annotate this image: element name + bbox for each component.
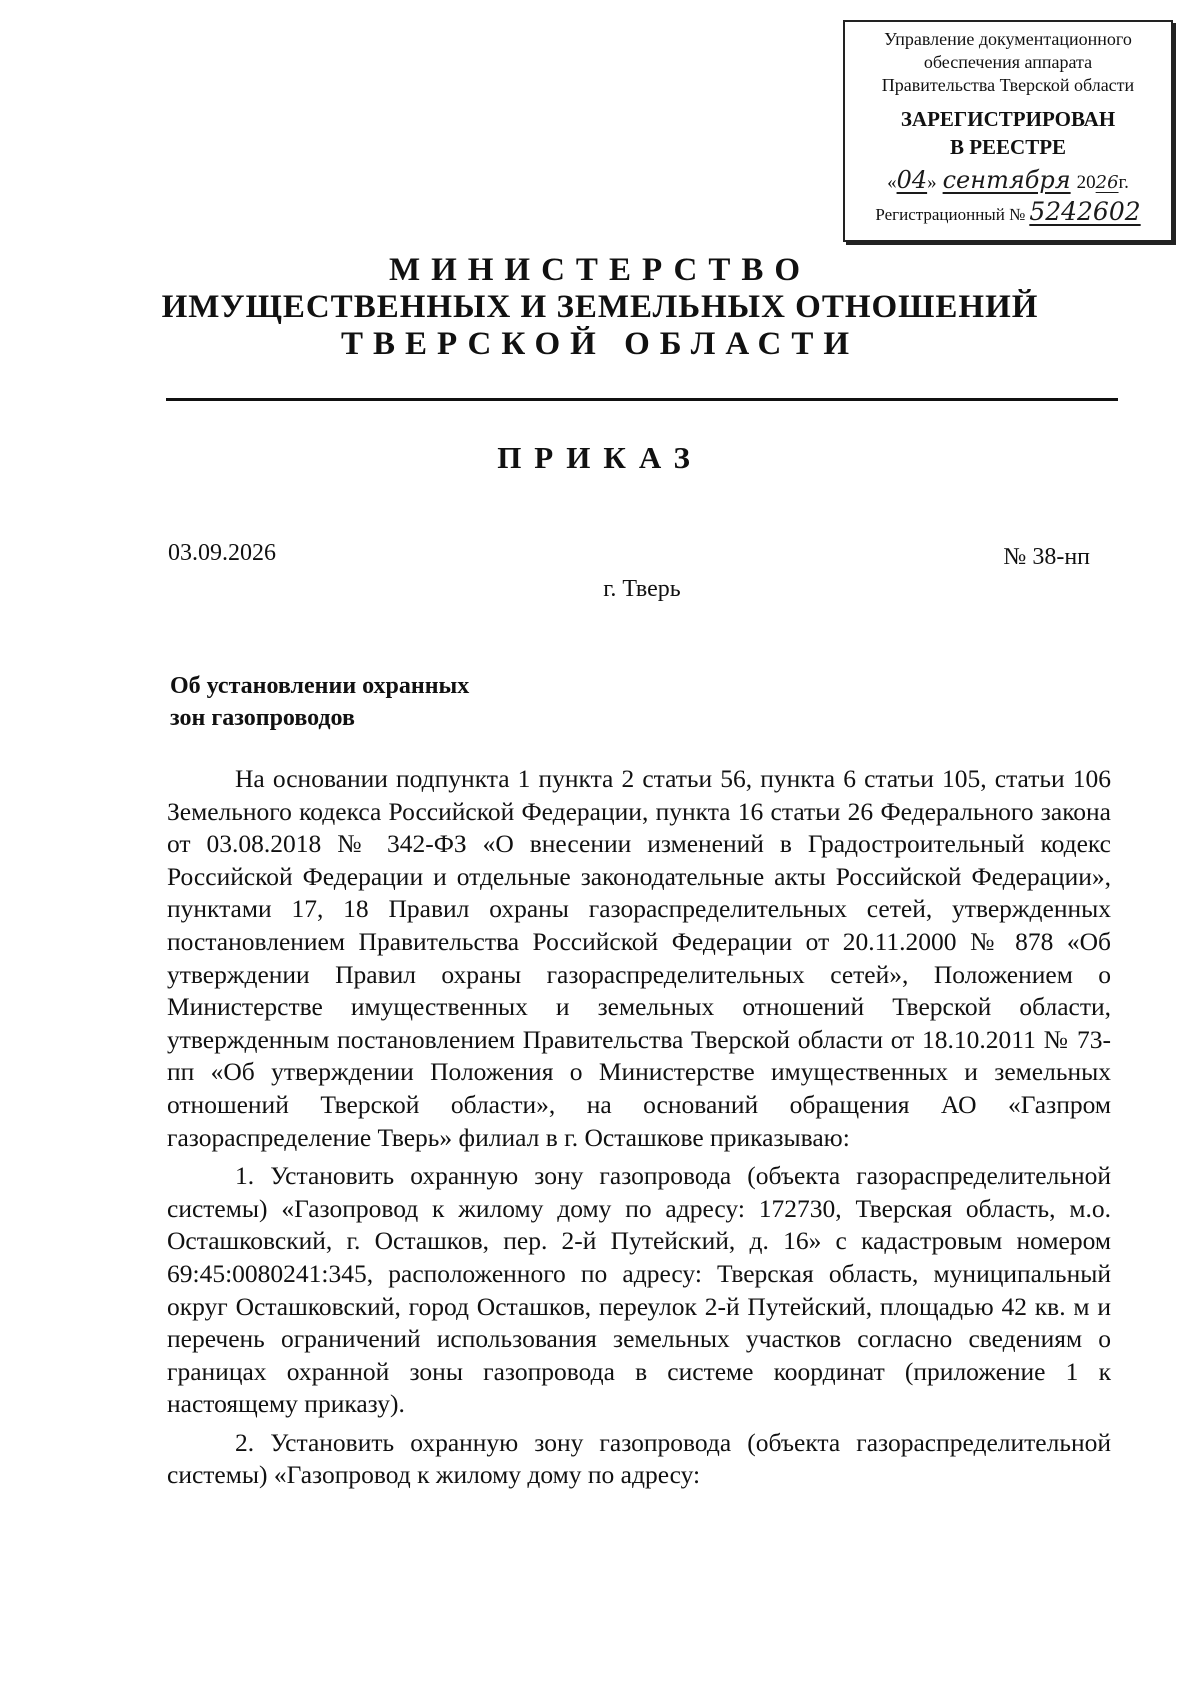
registration-stamp xyxy=(843,20,1173,242)
subject-line: Об установлении охранных xyxy=(170,673,470,699)
stamp-date-day: 04 xyxy=(896,166,928,194)
stamp-date-month: сентября xyxy=(942,166,1071,194)
order-subject xyxy=(170,670,469,734)
body-preamble: На основании подпункта 1 пункта 2 статьи 56, пункта 6 статьи 105, статьи 106 Земельного кодекса Российской Федерации, пункта 16 статьи 26 Федерального закона от 03.08.2018 № 342-ФЗ «О внесении изменений в Градостроительный кодекс Российской Федерации и отдельные законодательные акты Российской Федерации», пунктами 17, 18 Правил охраны газораспределительных сетей, утвержденных постановлением Правительства Российской Федерации от 20.11.2000 № 878 «Об утверждении Правил охраны газораспределительных сетей», Положением о Министерстве имущественных и земельных отношений Тверской области, утвержденным постановлением Правительства Тверской области от 18.10.2011 № 73-пп «Об утверждении Положения о Министерстве имущественных и земельных отношений Тверской области», на оснований обращения АО «Газпром газораспределение Тверь» филиал в г. Осташкове приказываю: xyxy=(167,764,1111,1152)
body-item-2: 2. Установить охранную зону газопровода (объекта газораспределительной системы) «Газопровод к жилому дому по адресу: xyxy=(167,1427,1111,1490)
subject-line: зон газопроводов xyxy=(170,705,355,731)
stamp-org-line: обеспечения аппарата xyxy=(923,52,1093,72)
ministry-title-line2: ИМУЩЕСТВЕННЫХ И ЗЕМЕЛЬНЫХ ОТНОШЕНИЙ xyxy=(161,289,1039,325)
stamp-reg-label: Регистрационный № xyxy=(875,205,1026,224)
stamp-status-line: ЗАРЕГИСТРИРОВАН xyxy=(900,107,1116,131)
ministry-title-line3: ТВЕРСКОЙ ОБЛАСТИ xyxy=(340,326,860,362)
order-date: 03.09.2026 xyxy=(168,540,276,566)
order-body xyxy=(167,763,1111,1492)
stamp-date-year-prefix: 20 xyxy=(1076,172,1096,193)
stamp-date-quote-open: « xyxy=(887,172,897,193)
stamp-date xyxy=(845,166,1171,194)
stamp-status-line: В РЕЕСТРЕ xyxy=(949,135,1067,159)
document-type-title: ПРИКАЗ xyxy=(497,440,703,475)
ministry-title-line1: МИНИСТЕРСТВО xyxy=(388,252,812,288)
stamp-reg-number xyxy=(845,197,1171,226)
stamp-reg-value: 5242602 xyxy=(1029,197,1141,226)
stamp-org-line: Управление документационного xyxy=(884,29,1132,49)
stamp-date-year-mark: г. xyxy=(1118,172,1129,193)
order-city: г. Тверь xyxy=(603,576,681,602)
header-divider xyxy=(166,398,1118,401)
body-item-1: 1. Установить охранную зону газопровода (объекта газораспределительной системы) «Газопровод к жилому дому по адресу: 172730, Тверская область, м.о. Осташковский, г. Осташков, пер. 2-й Путейский, д. 16» с кадастровым номером 69:45:0080241:345, расположенного по адресу: Тверская область, муниципальный округ Осташковский, город Осташков, переулок 2-й Путейский, площадью 42 кв. м и перечень ограничений использования земельных участков согласно сведениям о границах охранной зоны газопровода в системе координат (приложение 1 к настоящему приказу). xyxy=(167,1161,1111,1419)
stamp-date-quote-close: » xyxy=(927,172,937,193)
stamp-date-year-suffix: 26 xyxy=(1095,172,1119,193)
order-number: № 38-нп xyxy=(1003,544,1090,570)
stamp-org-line: Правительства Тверской области xyxy=(881,75,1135,95)
